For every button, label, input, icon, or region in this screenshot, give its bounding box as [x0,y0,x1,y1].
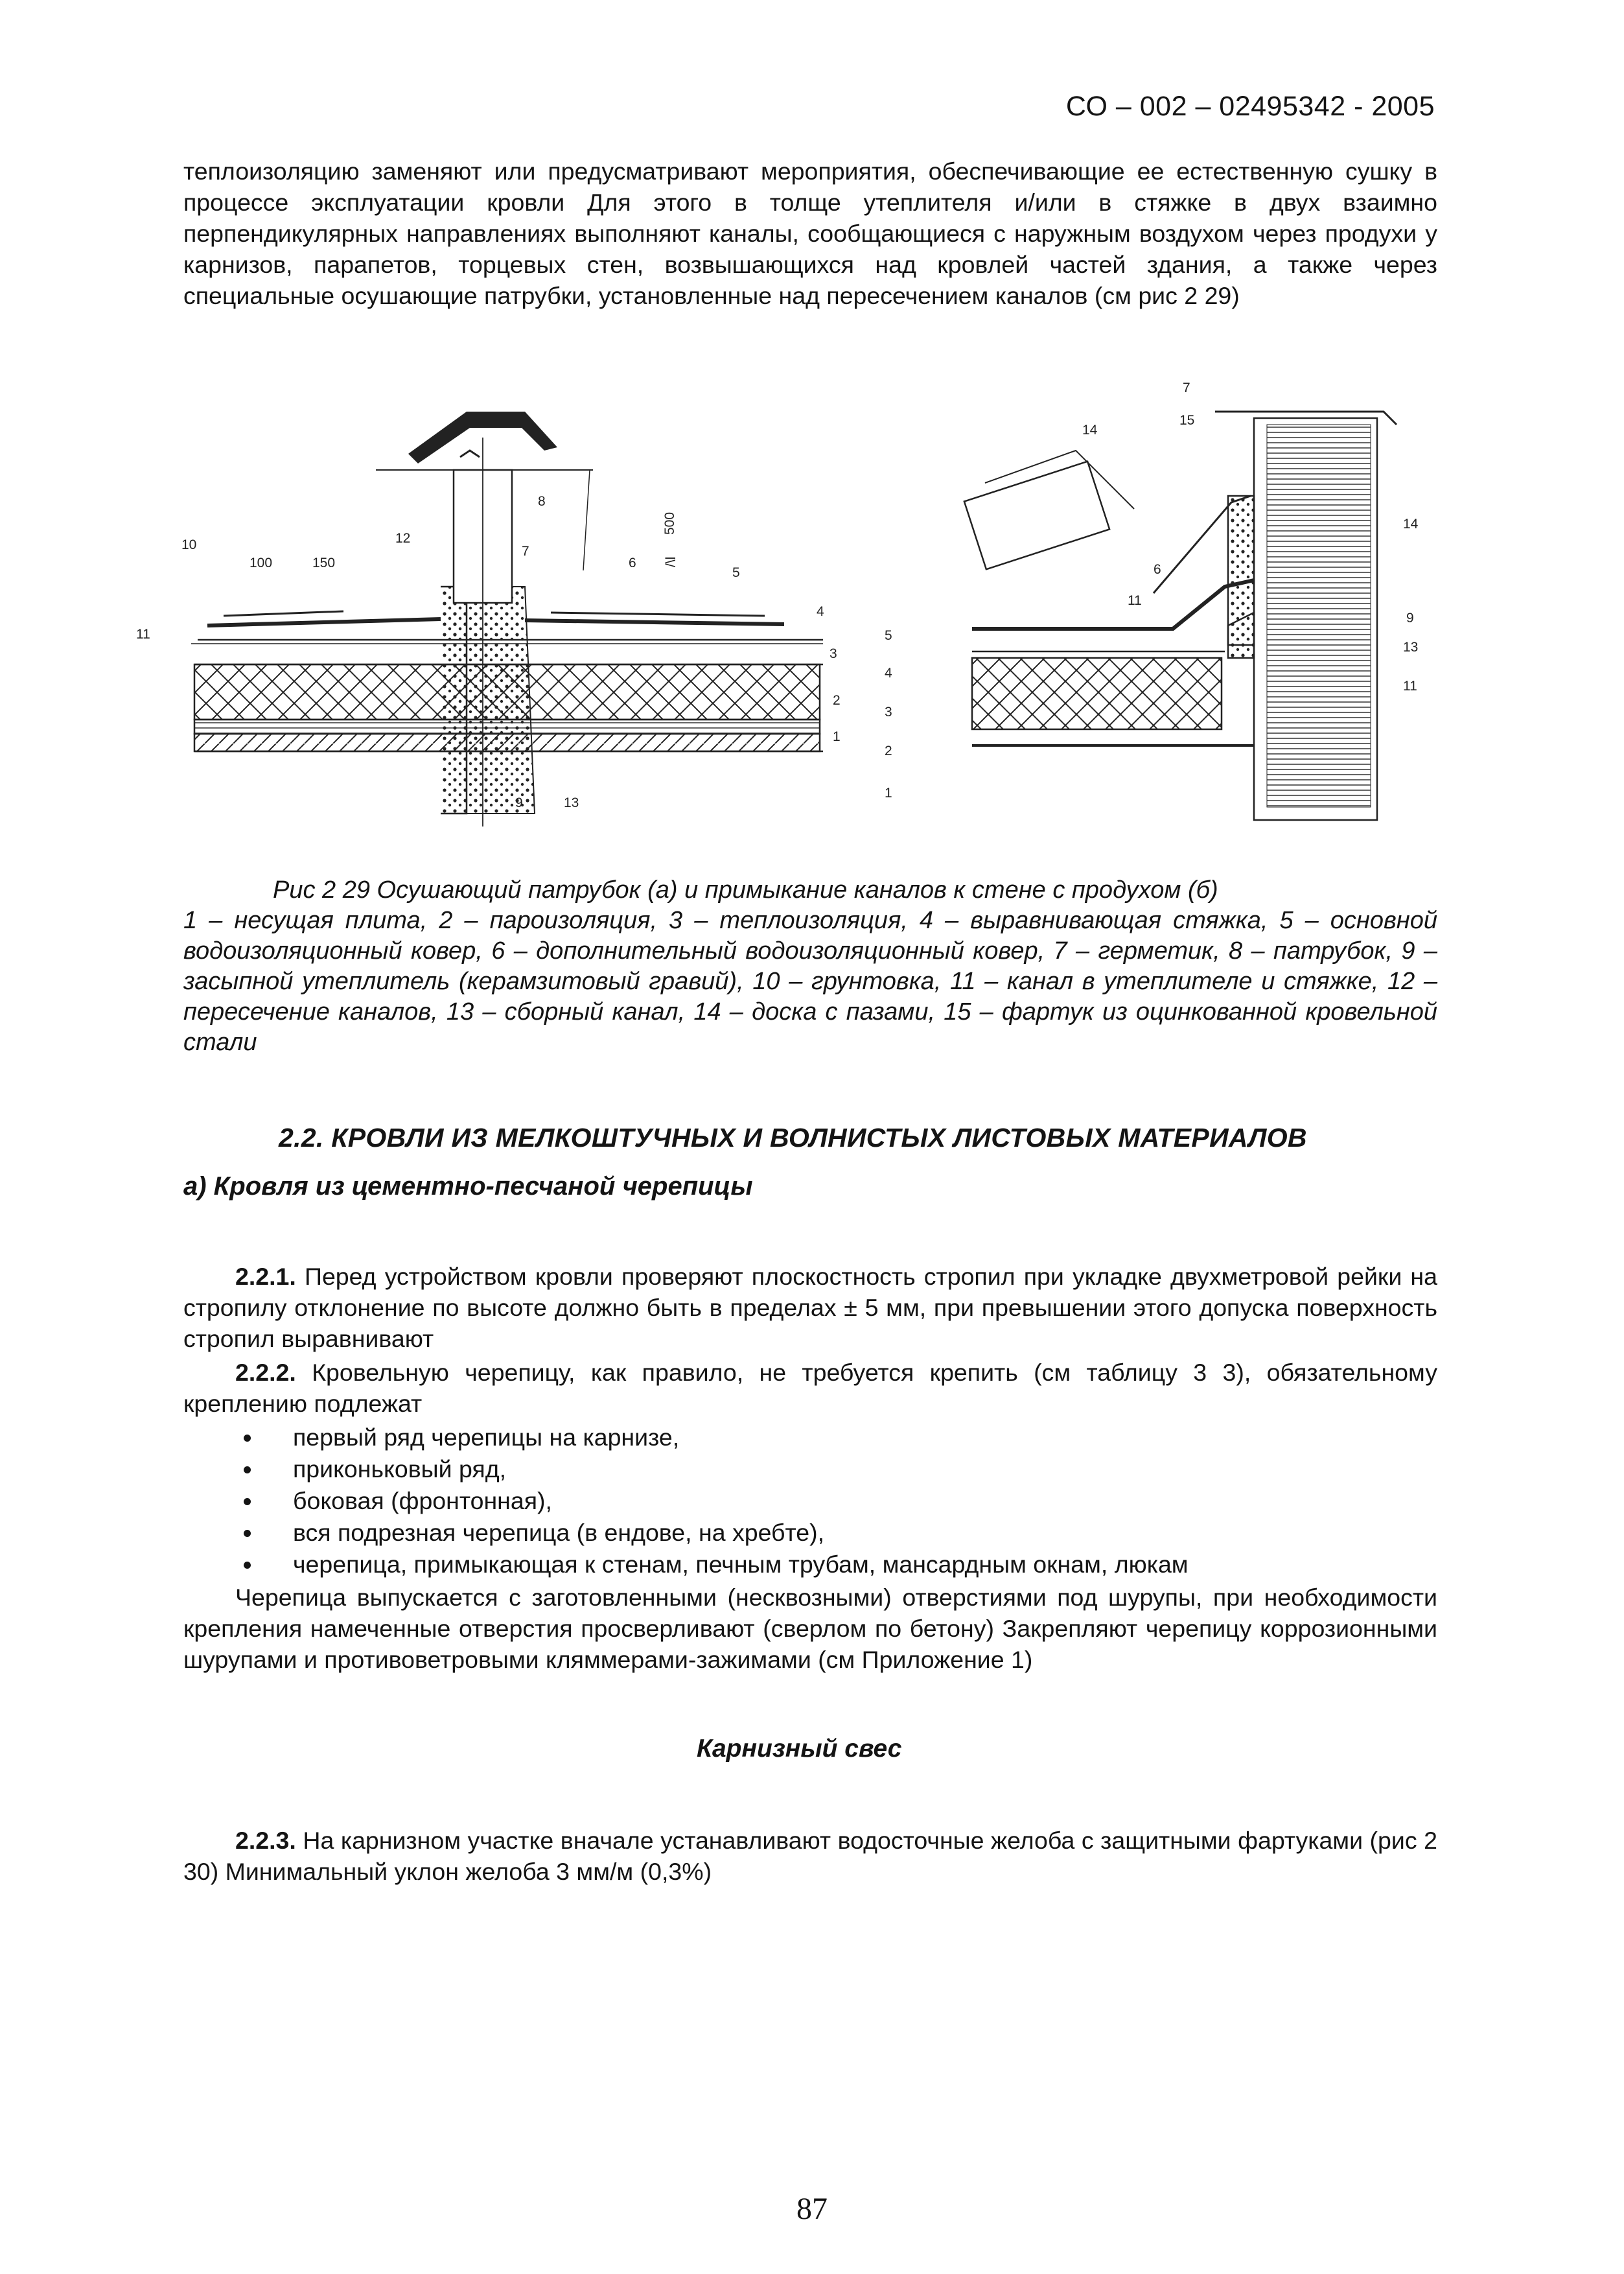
label-3: 3 [829,646,837,661]
intro-paragraph: теплоизоляцию заменяют или предусматривают мероприятия, обеспечивающие ее естественную сушку в процессе эксплуатации кровли Для этого в толще утеплителя и/или в стяжке в двух взаимно перпендикулярных направлениях выполняют каналы, сообщающиеся с наружным воздухом через продухи у карнизов, парапетов, торцевых стен, возвышающихся над кровлей частей здания, а также через специальные осушающие патрубки, установленные над пересечением каналов (см рис 2 29) [183,158,1437,309]
label-2: 2 [833,693,841,708]
drawing-a-drying-pipe [191,412,823,826]
label-r11b: 11 [1403,679,1417,694]
figure-2-29 [136,373,1458,846]
label-r14: 14 [1082,423,1098,438]
label-r5: 5 [885,628,892,643]
paragraph-number: 2.2.1. [235,1263,296,1290]
page-number: 87 [796,2192,828,2226]
drawing-b-wall-junction [964,412,1397,820]
bullet-icon [244,1562,251,1569]
label-4: 4 [817,604,824,619]
paragraph-text: На карнизном участке вначале устанавливают водосточные желоба с защитными фартуками (рис 2 30) Минимальный уклон желоба 3 мм/м (0,3%) [183,1827,1437,1885]
paragraph-number: 2.2.3. [235,1827,296,1854]
label-10: 10 [181,537,197,552]
tile-fastening-paragraph: Черепица выпускается с заготовленными (несквозными) отверстиями под шурупы, при необходимости крепления намеченные отверстия просверливают (сверлом по бетону) Закрепляют черепицу коррозионными шурупами и противоветровыми кляммерами-зажимами (см Приложение 1) [183,1584,1437,1673]
label-13: 13 [564,795,579,810]
label-5: 5 [732,565,740,580]
label-r4: 4 [885,666,892,681]
subsection-title: а) Кровля из цементно-песчаной черепицы [183,1172,753,1201]
label-100: 100 [249,556,273,570]
label-8: 8 [538,494,546,509]
section-title: 2.2. КРОВЛИ ИЗ МЕЛКОШТУЧНЫХ И ВОЛНИСТЫХ ЛИСТОВЫХ МАТЕРИАЛОВ [279,1123,1307,1153]
list-item-text: черепица, примыкающая к стенам, печным трубам, мансардным окнам, люкам [293,1551,1189,1578]
label-500: 500 [662,511,677,535]
eaves-subtitle: Карнизный свес [697,1735,902,1763]
label-r7: 7 [1183,381,1190,395]
figure-caption-title: Рис 2 29 Осушающий патрубок (а) и примыкание каналов к стене с продухом (б) [273,876,1218,904]
paragraph-2-2-1 [183,1261,1437,1354]
bullet-icon [244,1466,251,1473]
list-item-text: вся подрезная черепица (в ендове, на хребте), [293,1519,825,1546]
bullet-icon [244,1498,251,1505]
label-11: 11 [136,627,150,642]
label-7: 7 [522,544,529,559]
bullet-icon [244,1530,251,1537]
label-r1: 1 [885,786,892,801]
label-r13: 13 [1403,640,1419,655]
bullet-icon [244,1435,251,1442]
document-code-header: СО – 002 – 02495342 - 2005 [1065,91,1435,122]
list-item [240,1517,1189,1549]
paragraph-text: Перед устройством кровли проверяют плоскостность стропил при укладке двухметровой рейки на стропилу отклонение по высоте должно быть в пределах ± 5 мм, при превышении этого допуска поверхность стропил выравнивают [183,1263,1437,1352]
label-r3: 3 [885,705,892,720]
label-6: 6 [629,556,636,570]
label-r6: 6 [1154,562,1161,577]
label-12: 12 [395,531,411,546]
list-item [240,1549,1189,1580]
paragraph-2-2-3 [183,1825,1437,1887]
list-item [240,1453,1189,1485]
paragraph-2-2-2 [183,1357,1437,1419]
label-geq: /\l [664,556,679,567]
label-150: 150 [312,556,336,570]
label-r15: 15 [1179,413,1195,428]
label-r9: 9 [1406,611,1414,626]
paragraph-text: Кровельную черепицу, как правило, не требуется крепить (см таблицу 3 3), обязательному креплению подлежат [183,1359,1437,1417]
list-item-text: боковая (фронтонная), [293,1487,552,1514]
figure-caption [183,875,1437,1058]
label-9: 9 [515,795,523,810]
list-item-text: приконьковый ряд, [293,1455,507,1483]
figure-caption-legend: 1 – несущая плита, 2 – пароизоляция, 3 – теплоизоляция, 4 – выравнивающая стяжка, 5 – основной водоизоляционный ковер, 6 – дополнительный водоизоляционный ковер, 7 – герметик, 8 – патрубок, 9 – засыпной утеплитель (керамзитовый гравий), 10 – грунтовка, 11 – канал в утеплителе и стяжке, 12 – пересечение каналов, 13 – сборный канал, 14 – доска с пазами, 15 – фартук из оцинкованной кровельной стали [183,907,1437,1056]
fastening-list [240,1422,1189,1580]
list-item [240,1422,1189,1453]
label-r14b: 14 [1403,517,1419,532]
list-item-text: первый ряд черепицы на карнизе, [293,1424,680,1451]
label-1: 1 [833,729,841,744]
paragraph-number: 2.2.2. [235,1359,296,1386]
list-item [240,1485,1189,1517]
label-r2: 2 [885,744,892,758]
figure-drawing [136,373,1458,846]
label-r11: 11 [1128,593,1142,608]
